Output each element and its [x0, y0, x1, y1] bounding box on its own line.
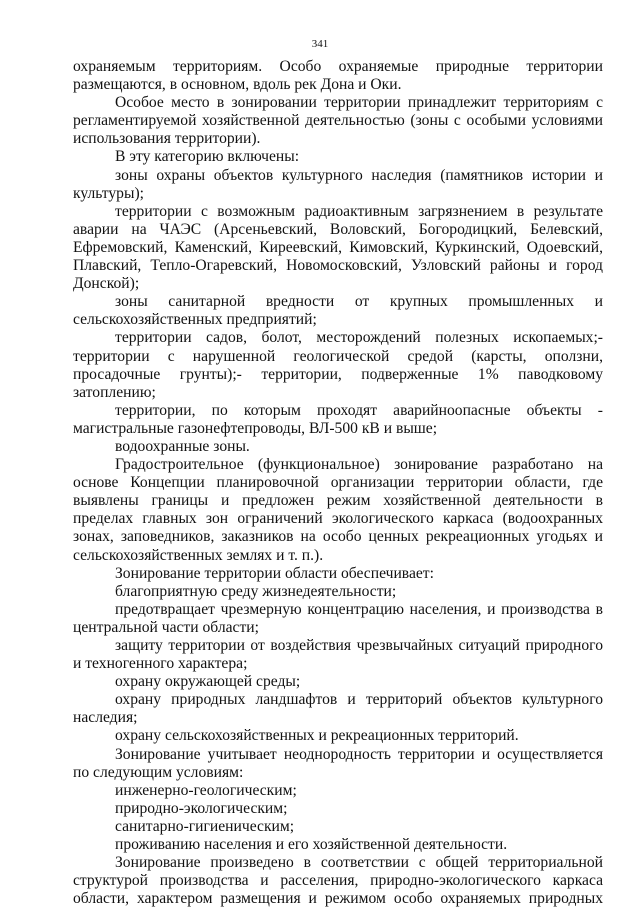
list-item: территории, по которым проходят аварийноопасные объекты - магистральные газонефтепроводы, ВЛ-500 кВ и выше; [73, 401, 603, 437]
list-item: зоны санитарной вредности от крупных промышленных и сельскохозяйственных предприятий; [73, 293, 603, 329]
paragraph: В эту категорию включены: [115, 148, 300, 166]
paragraph: Градостроительное (функциональное) зонирование разработано на основе Концепции планировочной организации территории области, где выявлены границы и предложен режим хозяйственной деятельности в пределах главных зон ограничений экологического каркаса (водоохранных зонах, заповедников, заказников на особо ценных рекреационных угодьях и сельскохозяйственных землях и т. п.). [73, 456, 603, 564]
list-item: защиту территории от воздействия чрезвычайных ситуаций природного и техногенного характера; [73, 637, 603, 673]
list-item: территории с возможным радиоактивным загрязнением в результате аварии на ЧАЭС (Арсеньевский, Воловский, Богородицкий, Белевский, Ефремовский, Каменский, Киреевский, Кимовский, Куркинский, Одоевский, Плавский, Тепло-Огаревский, Новомосковский, Узловский районы и город Донской); [73, 202, 603, 293]
list-item: территории садов, болот, месторождений полезных ископаемых;- территории с нарушенной геологической средой (карсты, оползни, просадочные грунты);- территории, подверженные 1% паводковому затоплению; [73, 329, 603, 401]
list-item: инженерно-геологическим; [115, 781, 297, 799]
list-item: благоприятную среду жизнедеятельности; [115, 582, 397, 600]
list-item: предотвращает чрезмерную концентрацию населения, и производства в центральной части области; [73, 600, 603, 636]
list-item: охрану сельскохозяйственных и рекреационных территорий. [115, 727, 519, 745]
list-item: водоохранные зоны. [115, 437, 250, 455]
list-item: охрану окружающей среды; [115, 673, 301, 691]
list-item: охрану природных ландшафтов и территорий объектов культурного наследия; [73, 691, 603, 727]
list-item: санитарно-гигиеническим; [115, 817, 295, 835]
paragraph: Зонирование территории области обеспечивает: [115, 564, 434, 582]
paragraph: Зонирование учитывает неоднородность территории и осуществляется по следующим условиям: [73, 745, 603, 781]
list-item: природно-экологическим; [115, 799, 288, 817]
document-body [73, 58, 603, 908]
paragraph: Зонирование произведено в соответствии с общей территориальной структурой производства и расселения, природно-экологического каркаса области, характером размещения и режимом особо охраняемых природных [73, 854, 603, 908]
list-item: зоны охраны объектов культурного наследия (памятников истории и культуры); [73, 166, 603, 202]
paragraph: охраняемым территориям. Особо охраняемые природные территории размещаются, в основном, вдоль рек Дона и Оки. [73, 58, 603, 94]
paragraph: Особое место в зонировании территории принадлежит территориям с регламентируемой хозяйственной деятельностью (зоны с особыми условиями использования территории). [73, 94, 603, 148]
page-number: 341 [311, 38, 329, 50]
list-item: проживанию населения и его хозяйственной деятельности. [115, 836, 508, 854]
